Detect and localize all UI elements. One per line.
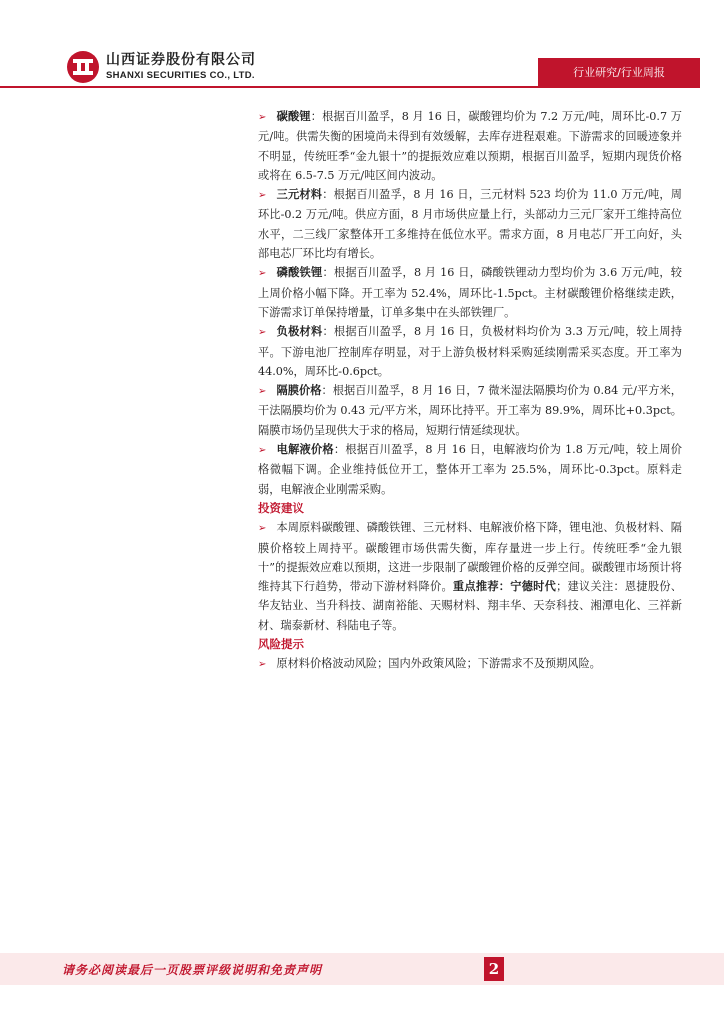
item-label: 隔膜价格 bbox=[276, 383, 322, 398]
list-item bbox=[258, 185, 682, 263]
list-item bbox=[258, 263, 682, 322]
item-label: 电解液价格 bbox=[276, 442, 334, 457]
arrow-bullet-icon: ➢ bbox=[258, 445, 267, 457]
invest-text-watchlist: ；建议关注：恩捷股份、华友钴业、当升科技、湖南裕能、天赐材料、翔丰华、天奈科技、湘潭电化、三祥新材、瑞泰新材、科陆电子等。 bbox=[258, 580, 682, 632]
risk-text: 原材料价格波动风险；国内外政策风险；下游需求不及预期风险。 bbox=[276, 657, 601, 671]
company-name-cn: 山西证券股份有限公司 bbox=[106, 52, 256, 69]
arrow-bullet-icon: ➢ bbox=[258, 523, 267, 535]
invest-text: 本周原料碳酸锂、磷酸铁锂、三元材料、电解液价格下降，锂电池、负极材料、隔膜价格较上周持平。碳酸锂市场供需失衡，库存量进一步上行。传统旺季“金九银十”的提振效应难以预期，这进一步限制了碳酸锂价格的反弹空间。碳酸锂市场预计将维持其下行趋势，带动下游材料降价。 bbox=[258, 521, 682, 594]
company-logo-icon bbox=[66, 50, 100, 84]
invest-paragraph bbox=[258, 518, 682, 635]
disclaimer-notice: 请务必阅读最后一页股票评级说明和免责声明 bbox=[62, 963, 323, 977]
arrow-bullet-icon: ➢ bbox=[258, 112, 267, 123]
arrow-bullet-icon: ➢ bbox=[258, 268, 267, 280]
item-text: ：根据百川盈孚，8 月 16 日，7 微米湿法隔膜均价为 0.84 元/平方米，干法隔膜均价为 0.43 元/平方米，周环比持平。开工率为 89.9%，周环比+0.3pct。隔膜市场仍呈现供大于求的格局，短期行情延续现状。 bbox=[258, 384, 682, 437]
header-divider bbox=[0, 86, 700, 88]
list-item bbox=[258, 322, 682, 381]
list-item bbox=[258, 381, 682, 440]
page-footer bbox=[0, 953, 724, 985]
invest-highlight: 重点推荐：宁德时代 bbox=[452, 579, 557, 594]
item-text: ：根据百川盈孚，8 月 16 日，电解液均价为 1.8 万元/吨，较上周价格微幅下调。企业维持低位开工，整体开工率为 25.5%，周环比-0.3pct。原料走弱，电解液企业刚需采购。 bbox=[258, 443, 682, 496]
company-name-en: SHANXI SECURITIES CO., LTD. bbox=[106, 70, 255, 82]
item-text: ：根据百川盈孚，8 月 16 日，磷酸铁锂动力型均价为 3.6 万元/吨，较上周价格小幅下降。开工率为 52.4%，周环比-1.5pct。主材碳酸锂价格继续走跌，下游需求订单保持增量，订单多集中在头部铁锂厂。 bbox=[258, 266, 682, 319]
report-body bbox=[258, 107, 682, 675]
list-item bbox=[258, 107, 682, 185]
arrow-bullet-icon: ➢ bbox=[258, 659, 267, 671]
arrow-bullet-icon: ➢ bbox=[258, 386, 267, 398]
item-text: ：根据百川盈孚，8 月 16 日，碳酸锂均价为 7.2 万元/吨，周环比-0.7 万元/吨。供需失衡的困境尚未得到有效缓解，去库存进程艰难。下游需求的回暖迹象并不明显，传统旺季“金九银十”的提振效应难以预期，根据百川盈孚，短期内现货价格或将在 6.5-7.5 万元/吨区间内波动。 bbox=[258, 110, 682, 182]
item-text: ：根据百川盈孚，8 月 16 日，负极材料均价为 3.3 万元/吨，较上周持平。下游电池厂控制库存明显，对于上游负极材料采购延续刚需采买态度。开工率为 44.0%，周环比-0.6pct。 bbox=[258, 325, 682, 378]
item-text: ：根据百川盈孚，8 月 16 日，三元材料 523 均价为 11.0 万元/吨，周环比-0.2 万元/吨。供应方面，8 月市场供应量上行，头部动力三元厂家开工维持高位水平，二三线厂家整体开工多维持在低位水平。需求方面，8 月电芯厂开工向好，头部电芯厂环比均有增长。 bbox=[258, 188, 682, 261]
arrow-bullet-icon: ➢ bbox=[258, 190, 267, 202]
item-label: 磷酸铁锂 bbox=[276, 265, 323, 280]
risk-paragraph bbox=[258, 654, 682, 674]
report-category: 行业研究/行业周报 bbox=[538, 58, 700, 86]
item-label: 碳酸锂 bbox=[276, 109, 311, 123]
item-label: 三元材料 bbox=[276, 187, 323, 202]
arrow-bullet-icon: ➢ bbox=[258, 327, 267, 339]
list-item bbox=[258, 440, 682, 499]
risk-section-title: 风险提示 bbox=[258, 637, 304, 652]
item-label: 负极材料 bbox=[276, 324, 323, 339]
page-number: 2 bbox=[484, 957, 504, 981]
invest-section-title: 投资建议 bbox=[258, 500, 304, 515]
company-logo bbox=[66, 50, 256, 84]
